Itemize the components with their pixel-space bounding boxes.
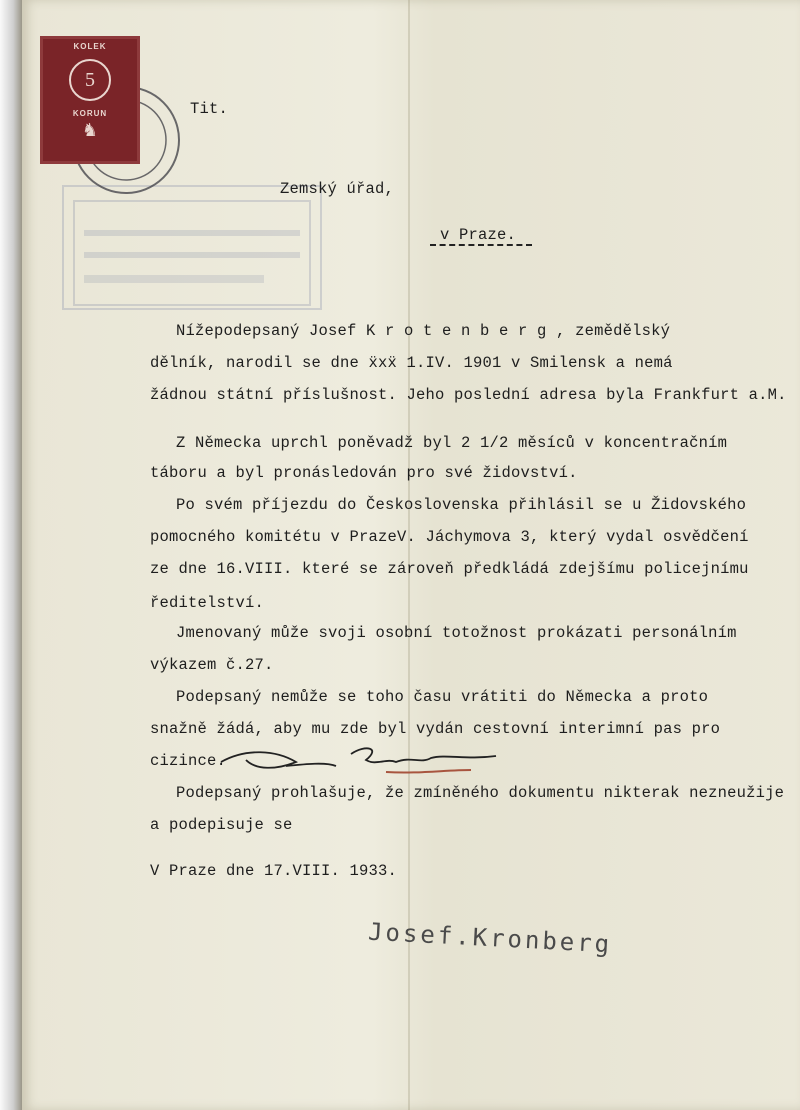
- revenue-stamp: [40, 36, 140, 164]
- revenue-stamp-bottom-text: KORUN: [72, 109, 108, 118]
- body-line-3: žádnou státní příslušnost. Jeho poslední adresa byla Frankfurt a.M.: [150, 386, 787, 404]
- revenue-stamp-value: 5: [69, 59, 111, 101]
- body-line-13: snažně žádá, aby mu zde byl vydán cestovní interimní pas pro: [150, 720, 721, 738]
- addressee: Zemský úřad,: [280, 180, 395, 198]
- body-line-6: Po svém příjezdu do Československa přihlásil se u Židovského: [176, 496, 747, 514]
- body-line-8: ze dne 16.VIII. které se zároveň předkládá zdejšímu policejnímu: [150, 560, 749, 578]
- lion-emblem-icon: ♞: [81, 120, 99, 140]
- official-signature: [216, 740, 506, 780]
- addressee-city: v Praze.: [440, 226, 517, 244]
- body-line-7: pomocného komitétu v PrazeV. Jáchymova 3, který vydal osvědčení: [150, 528, 749, 546]
- police-office-stamp: [62, 185, 322, 310]
- salutation: Tit.: [190, 100, 229, 118]
- body-line-5: táboru a byl pronásledován pro své židovství.: [150, 464, 578, 482]
- body-line-1: Nížepodepsaný Josef K r o t e n b e r g , zemědělský: [176, 322, 671, 340]
- date-line: V Praze dne 17.VIII. 1933.: [150, 862, 398, 880]
- stamp-marks: [64, 193, 320, 313]
- body-line-14: cizince.: [150, 752, 227, 770]
- body-line-9: ředitelství.: [150, 594, 265, 612]
- body-line-16: a podepisuje se: [150, 816, 293, 834]
- body-line-11: výkazem č.27.: [150, 656, 274, 674]
- heading-underline: [430, 244, 532, 246]
- body-line-12: Podepsaný nemůže se toho času vrátiti do Německa a proto: [176, 688, 709, 706]
- applicant-signature: Josef.Kronberg: [367, 917, 613, 959]
- body-line-10: Jmenovaný může svoji osobní totožnost prokázati personálním: [176, 624, 737, 642]
- body-line-15: Podepsaný prohlašuje, že zmíněného dokumentu nikterak nezneužije: [176, 784, 785, 802]
- scan-edge: [0, 0, 22, 1110]
- body-line-2: dělník, narodil se dne ẍxẍ 1.IV. 1901 v Smilensk a nemá: [150, 354, 673, 372]
- body-line-4: Z Německa uprchl poněvadž byl 2 1/2 měsíců v koncentračním: [176, 434, 728, 452]
- revenue-stamp-top-text: KOLEK: [73, 42, 107, 51]
